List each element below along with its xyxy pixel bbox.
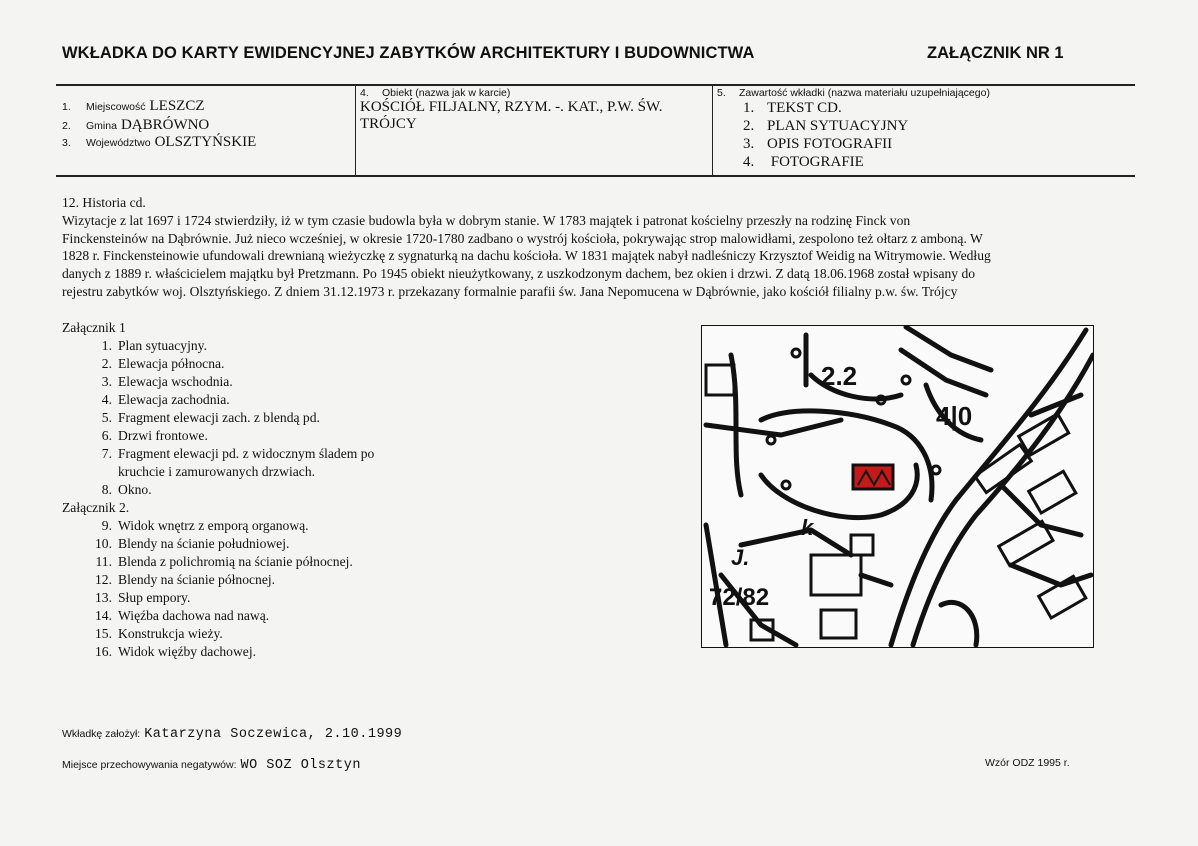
object-name-line-1: KOŚCIÓŁ FILJALNY, RZYM. -. KAT., P.W. ŚW. (360, 99, 663, 115)
list-item: 3. Elewacja wschodnia. (101, 374, 233, 389)
table-divider-1 (355, 85, 356, 176)
template-version: Wzór ODZ 1995 r. (985, 757, 1070, 769)
list-item: 8. Okno. (101, 482, 152, 497)
voivodeship-number: 3. (62, 137, 71, 149)
history-line: 1828 r. Finckensteinowie ufundowali drewnianą wieżyczkę z sygnaturką na dachu kościoła. W 1831 majątek nabył nadleśniczy Krzysztof Weidig na Witrymowie. Według (62, 248, 991, 264)
commune-label: Gmina (86, 120, 117, 132)
list-item: 9. Widok wnętrz z emporą organową. (101, 518, 309, 533)
voivodeship-row (62, 133, 256, 151)
list-item: 5. Fragment elewacji zach. z blendą pd. (101, 410, 320, 425)
contents-label: Zawartość wkładki (nazwa materiału uzupełniającego) (739, 87, 990, 99)
object-box (360, 86, 710, 133)
annex2-heading: Załącznik 2. (62, 500, 130, 515)
object-name-line-2: TRÓJCY (360, 116, 417, 132)
list-item: 2. Elewacja północna. (101, 356, 225, 371)
list-item: 12. Blendy na ścianie północnej. (95, 572, 276, 587)
list-item: 6. Drzwi frontowe. (101, 428, 208, 443)
list-item: 10. Blendy na ścianie południowej. (95, 536, 290, 551)
annex-number: ZAŁĄCZNIK NR 1 (927, 44, 1064, 62)
founded-by-row (62, 724, 402, 742)
storage-label: Miejsce przechowywania negatywów: (62, 759, 237, 771)
storage-row (62, 755, 361, 773)
voivodeship-value: OLSZTYŃSKIE (154, 134, 257, 150)
place-number: 1. (62, 101, 71, 113)
history-line: rejestru zabytków woj. Olsztyńskiego. Z dniem 31.12.1973 r. przekazany formalnie parafii św. Jana Nepomucena w Dąbrównie, jako kościół filialny p.w. św. Trójcy (62, 283, 958, 299)
object-label: Obiekt (nazwa jak w karcie) (382, 87, 511, 99)
contents-item: 1. TEKST CD. (743, 100, 842, 116)
history-section (62, 194, 1142, 301)
history-line: Finckensteinów na Dąbrównie. Już nieco wcześniej, w okresie 1720-1780 zadbano o wystrój kościoła, pokrywając strop malowidłami, zespolono też ołtarz z amboną. W (62, 230, 983, 246)
list-item: 14. Więźba dachowa nad nawą. (95, 608, 270, 623)
history-line: Wizytacje z lat 1697 i 1724 stwierdziły, iż w tym czasie budowla była w dobrym stanie. W 1783 majątek i patronat kościelny przeszły na rodzinę Finck von (62, 212, 911, 228)
site-plan-map (701, 325, 1094, 648)
list-item: 11. Blenda z polichromią na ścianie północnej. (95, 554, 353, 569)
commune-value: DĄBRÓWNO (120, 117, 210, 133)
list-item: 1. Plan sytuacyjny. (101, 338, 207, 353)
place-label: Miejscowość (86, 101, 146, 113)
list-item: 7. Fragment elewacji pd. z widocznym śladem po kruchcie i zamurowanych drzwiach. (101, 446, 375, 479)
table-bottom-border (56, 175, 1135, 177)
history-heading: 12. Historia cd. (62, 195, 146, 210)
commune-number: 2. (62, 120, 71, 132)
voivodeship-label: Województwo (86, 137, 151, 149)
list-item: 13. Słup empory. (95, 590, 191, 605)
history-line: danych z 1889 r. właścicielem majątku był Pretzmann. Po 1945 obiekt nieużytkowany, z uszkodzonym dachem, bez okien i drzwi. Z datą 18.06.1968 został wpisany do (62, 266, 976, 282)
contents-number: 5. (717, 87, 726, 99)
map-label: J. (731, 545, 750, 570)
map-label: 2.2 (821, 361, 858, 391)
commune-row (62, 116, 209, 134)
founded-label: Wkładkę założył: (62, 728, 141, 740)
list-item: 16. Widok więźby dachowej. (95, 644, 256, 659)
map-label: k. (801, 515, 820, 540)
document-title: WKŁADKA DO KARTY EWIDENCYJNEJ ZABYTKÓW ARCHITEKTURY I BUDOWNICTWA (62, 44, 755, 62)
object-number: 4. (360, 87, 369, 99)
annex1-heading: Załącznik 1 (62, 320, 126, 335)
map-label: 4|0 (936, 401, 973, 431)
founded-value: Katarzyna Soczewica, 2.10.1999 (144, 727, 403, 742)
storage-value: WO SOZ Olsztyn (240, 758, 361, 773)
church-marker (853, 465, 893, 489)
list-item: 15. Konstrukcja wieży. (95, 626, 223, 641)
map-label: 72/82 (709, 584, 770, 611)
list-item: 4. Elewacja zachodnia. (101, 392, 230, 407)
contents-item: 3. OPIS FOTOGRAFII (743, 136, 893, 152)
contents-box (717, 86, 1137, 171)
place-row (62, 97, 205, 115)
contents-item: 4. FOTOGRAFIE (743, 154, 864, 170)
place-value: LESZCZ (149, 98, 205, 114)
table-divider-2 (712, 85, 713, 176)
contents-item: 2. PLAN SYTUACYJNY (743, 118, 909, 134)
annex-list (62, 319, 662, 661)
